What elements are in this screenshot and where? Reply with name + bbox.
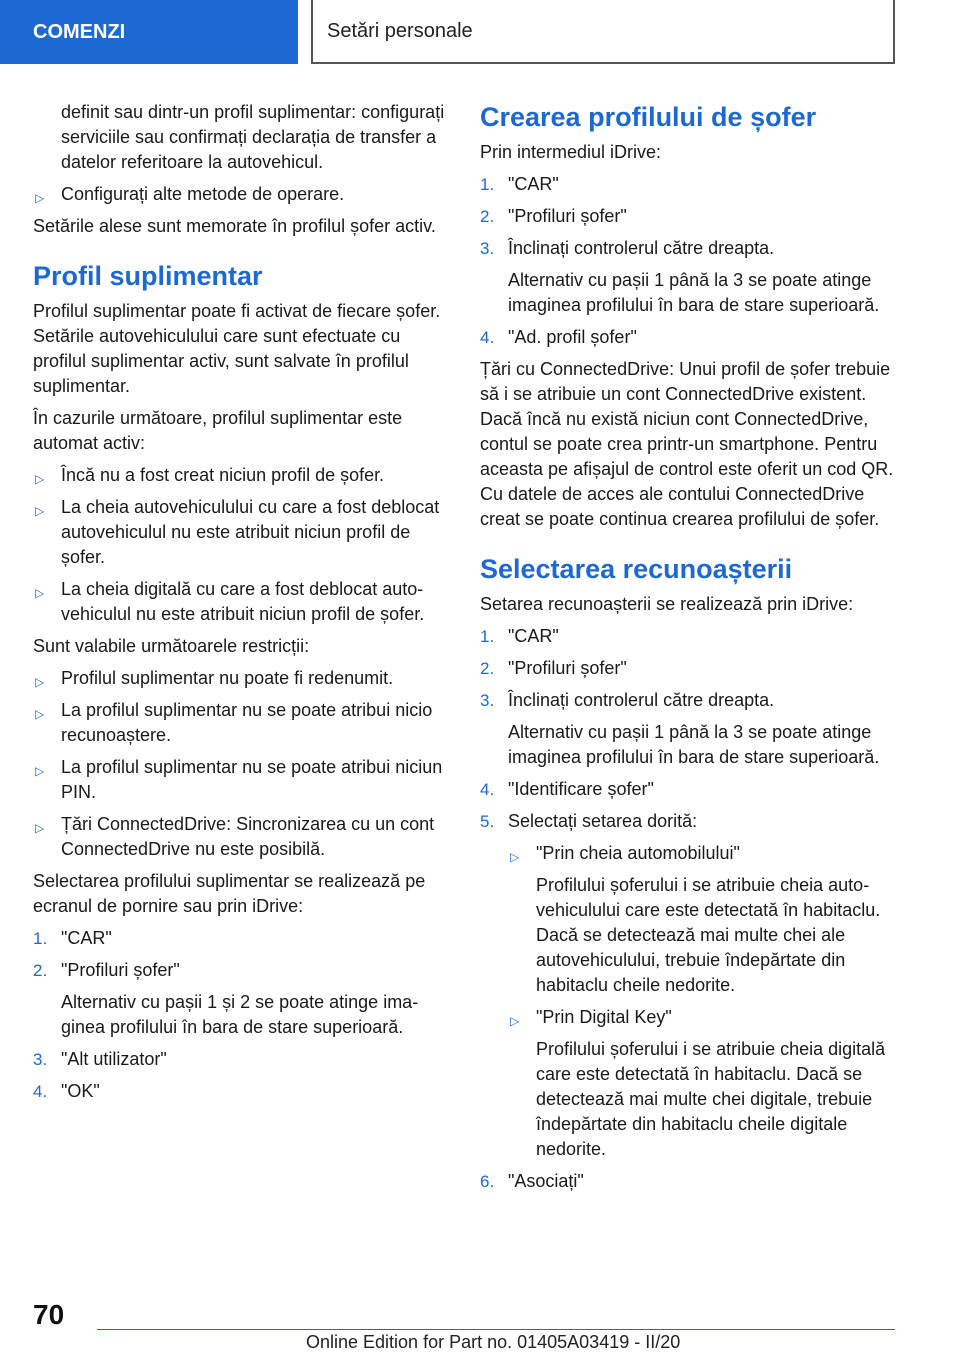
triangle-right-icon: ▷	[510, 850, 520, 864]
numbered-step	[480, 172, 898, 197]
list-item-text: La cheia digitală cu care a fost deblocat autovehiculul nu este atribuit niciun profil de șofer.	[61, 579, 425, 624]
step-text: "Profiluri șofer"	[508, 206, 627, 226]
left-column	[33, 100, 451, 1111]
list-item	[33, 666, 451, 691]
numbered-step	[480, 1169, 898, 1194]
option-label: "Prin Digital Key"	[536, 1007, 672, 1027]
numbered-step	[480, 204, 898, 229]
list-item-text: La profilul suplimentar nu se poate atribui niciun PIN.	[61, 757, 443, 802]
step-note: Alternativ cu pașii 1 și 2 se poate atinge imaginea profilului în bara de stare superioară.	[61, 992, 419, 1037]
step-text: "CAR"	[61, 928, 112, 948]
step-number: 5.	[480, 812, 495, 831]
list-item	[33, 495, 451, 570]
step-text: Înclinați controlerul către dreapta.	[508, 690, 775, 710]
page-header-title: Setări personale	[327, 19, 473, 42]
paragraph: Prin intermediul iDrive:	[480, 142, 662, 162]
step-text: "Ad. profil șofer"	[508, 327, 637, 347]
right-column	[480, 100, 898, 1201]
list-item-text: La profilul suplimentar nu se poate atribui nicio recunoaștere.	[61, 700, 433, 745]
step-number: 3.	[480, 691, 495, 710]
list-item	[33, 182, 451, 207]
triangle-right-icon: ▷	[35, 586, 45, 600]
list-item	[33, 577, 451, 627]
step-number: 2.	[33, 961, 48, 980]
list-item-text: Configurați alte metode de operare.	[61, 184, 345, 204]
step-text: "CAR"	[508, 174, 559, 194]
section-heading: Profil suplimentar	[33, 261, 263, 291]
triangle-right-icon: ▷	[35, 191, 45, 205]
option-description: Profilului șoferului i se atribuie cheia digitală care este detectată în habitaclu. Dacă se detectează mai multe chei digitale, trebuie îndepărtate din habitaclu cheile digitale nedorite.	[536, 1039, 886, 1159]
step-text: Selectați setarea dorită:	[508, 811, 698, 831]
page-number: 70	[33, 1299, 65, 1330]
step-text: "Identificare șofer"	[508, 779, 654, 799]
numbered-step	[33, 1047, 451, 1072]
numbered-step	[33, 958, 451, 983]
step-text: "Alt utilizator"	[61, 1049, 167, 1069]
step-text: "OK"	[61, 1081, 100, 1101]
section-heading: Crearea profilului de șofer	[480, 102, 817, 132]
triangle-right-icon: ▷	[35, 764, 45, 778]
section-tab	[0, 0, 298, 64]
footer-divider	[97, 1329, 895, 1330]
step-number: 1.	[480, 627, 495, 646]
triangle-right-icon: ▷	[35, 472, 45, 486]
step-number: 1.	[480, 175, 495, 194]
list-item-text: Profilul suplimentar nu poate fi redenumit.	[61, 668, 394, 688]
step-number: 3.	[480, 239, 495, 258]
step-note: Alternativ cu pașii 1 până la 3 se poate atinge imaginea profilului în bara de stare superioară.	[508, 722, 880, 767]
list-item	[33, 698, 451, 748]
list-item-text: Țări ConnectedDrive: Sincronizarea cu un cont ConnectedDrive nu este posibilă.	[61, 814, 435, 859]
list-item	[33, 755, 451, 805]
step-number: 4.	[33, 1082, 48, 1101]
triangle-right-icon: ▷	[510, 1014, 520, 1028]
step-number: 1.	[33, 929, 48, 948]
intro-continuation: definit sau dintr-un profil suplimentar: configurați serviciile sau confirmați declarația de transfer a datelor referitoare la autovehicul.	[61, 102, 445, 172]
step-number: 4.	[480, 328, 495, 347]
numbered-step	[480, 236, 898, 261]
page-header	[311, 0, 895, 64]
list-item	[508, 841, 898, 866]
step-number: 6.	[480, 1172, 495, 1191]
paragraph: Setările alese sunt memorate în profilul șofer activ.	[33, 216, 436, 236]
list-item	[33, 463, 451, 488]
step-number: 3.	[33, 1050, 48, 1069]
numbered-step	[33, 926, 451, 951]
step-number: 2.	[480, 659, 495, 678]
numbered-step	[480, 688, 898, 713]
nested-options	[480, 841, 898, 1162]
option-label: "Prin cheia automobilului"	[536, 843, 740, 863]
triangle-right-icon: ▷	[35, 504, 45, 518]
list-item-text: La cheia autovehiculului cu care a fost deblocat autovehiculul nu este atribuit niciun profil de șofer.	[61, 497, 440, 567]
paragraph: În cazurile următoare, profilul suplimentar este automat activ:	[33, 408, 403, 453]
triangle-right-icon: ▷	[35, 707, 45, 721]
option-description: Profilului șoferului i se atribuie cheia autovehiculului care este detectată în habitaclu. Dacă se detectează mai multe chei ale autovehiculului, trebuie îndepărtate din habitaclu cheile nedorite.	[536, 875, 881, 995]
numbered-step	[480, 624, 898, 649]
numbered-step	[480, 809, 898, 834]
list-item-text: Încă nu a fost creat niciun profil de șofer.	[61, 465, 385, 485]
step-text: Înclinați controlerul către dreapta.	[508, 238, 775, 258]
step-text: "Asociați"	[508, 1171, 584, 1191]
section-heading: Selectarea recunoașterii	[480, 554, 793, 584]
list-item	[33, 812, 451, 862]
footer-edition: Online Edition for Part no. 01405A03419 - II/20	[306, 1332, 681, 1352]
numbered-step	[480, 777, 898, 802]
paragraph: Selectarea profilului suplimentar se realizează pe ecranul de pornire sau prin iDrive:	[33, 871, 426, 916]
paragraph: Țări cu ConnectedDrive: Unui profil de șofer trebuie să i se atribuie un cont ConnectedDrive existent. Dacă încă nu există niciun cont ConnectedDrive, contul se poate crea printr-un smartphone. Pentru aceasta pe afișajul de control este oferit un cod QR. Cu datele de acces ale contului ConnectedDrive creat se poate continua crearea profilului de șofer.	[480, 359, 894, 529]
paragraph: Setarea recunoașterii se realizează prin iDrive:	[480, 594, 854, 614]
paragraph: Profilul suplimentar poate fi activat de fiecare șofer. Setările autovehiculului care sunt efectuate cu profilul suplimentar activ, sunt salvate în profilul suplimentar.	[33, 301, 441, 396]
step-text: "CAR"	[508, 626, 559, 646]
step-text: "Profiluri șofer"	[61, 960, 180, 980]
numbered-step	[480, 656, 898, 681]
triangle-right-icon: ▷	[35, 821, 45, 835]
paragraph: Sunt valabile următoarele restricții:	[33, 636, 310, 656]
step-note: Alternativ cu pașii 1 până la 3 se poate atinge imaginea profilului în bara de stare superioară.	[508, 270, 880, 315]
step-text: "Profiluri șofer"	[508, 658, 627, 678]
numbered-step	[33, 1079, 451, 1104]
step-number: 4.	[480, 780, 495, 799]
list-item	[508, 1005, 898, 1030]
step-number: 2.	[480, 207, 495, 226]
numbered-step	[480, 325, 898, 350]
triangle-right-icon: ▷	[35, 675, 45, 689]
section-label: COMENZI	[33, 20, 126, 43]
